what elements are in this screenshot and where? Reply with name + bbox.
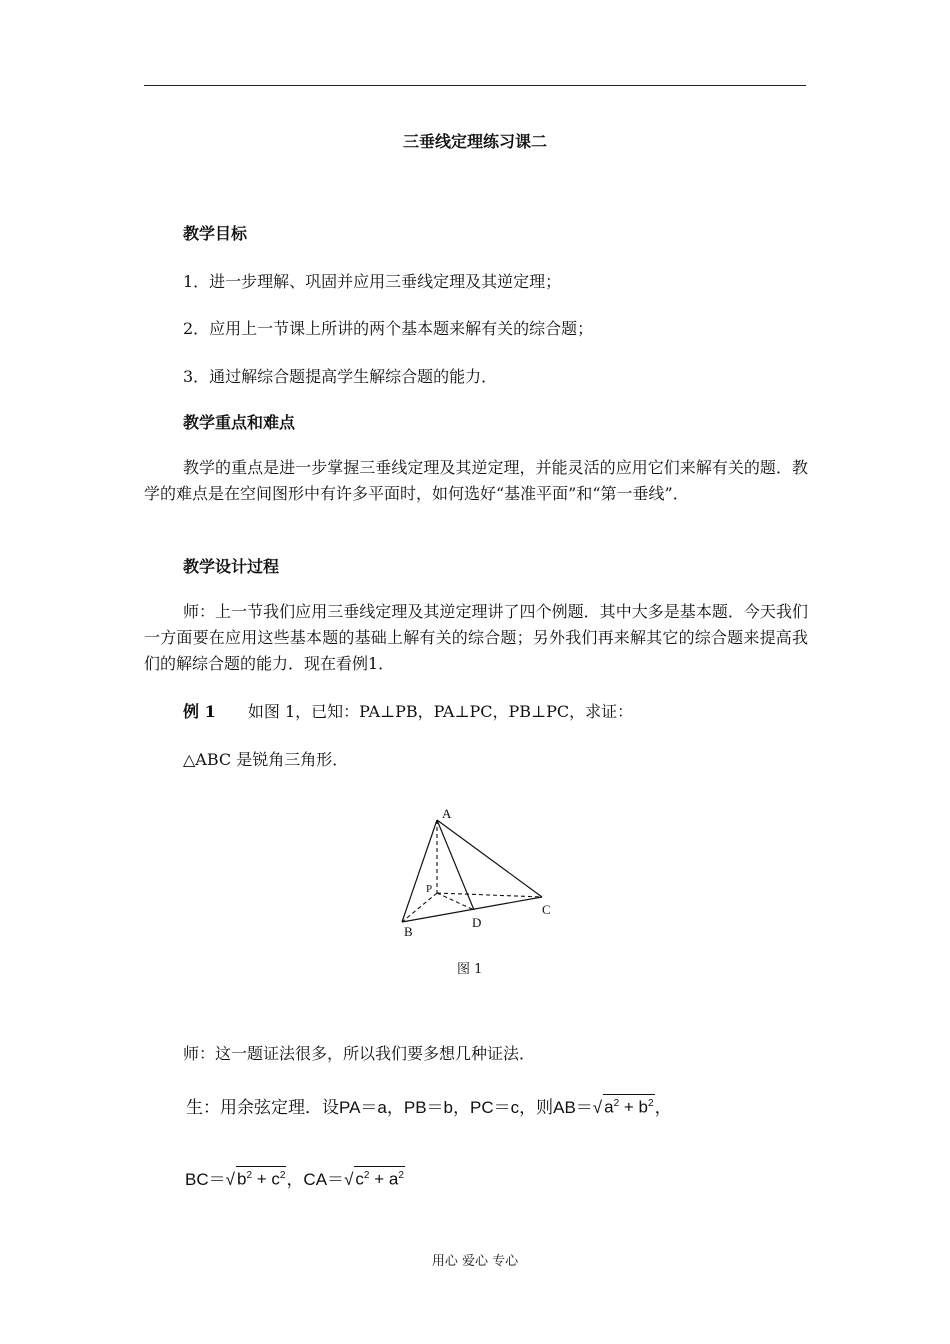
student-line: 生：用余弦定理．设PA＝a，PB＝b，PC＝c，则AB＝√ $a^2 + b^2$，	[186, 1093, 672, 1118]
focus-paragraph: 教学的重点是进一步掌握三垂线定理及其逆定理，并能灵活的应用它们来解有关的题．教学的难点是在空间图形中有许多平面时，如何选好“基准平面”和“第一垂线”．	[144, 458, 808, 503]
formula-line: BC＝√ $b^2 + c^2$，CA＝√ $c^2 + a^2$	[185, 1165, 405, 1190]
point-label-C: C	[542, 902, 551, 917]
point-label-P: P	[426, 883, 433, 895]
goal-item: 1．进一步理解、巩固并应用三垂线定理及其逆定理；	[183, 272, 562, 291]
goal-item: 3．通过解综合题提高学生解综合题的能力．	[183, 367, 498, 386]
teacher-line: 师：这一题证法很多，所以我们要多想几种证法．	[183, 1044, 536, 1063]
student-prefix: 生：用余弦定理．设PA＝a，PB＝b，PC＝c，则AB＝	[186, 1098, 593, 1117]
page-footer: 用心 爱心 专心	[431, 1254, 519, 1269]
figure-caption: 图 1	[457, 962, 483, 977]
point-label-B: B	[404, 924, 413, 939]
sqrt-ab: $a^2 + b^2$	[603, 1094, 654, 1117]
point-label-D: D	[472, 915, 482, 930]
process-heading: 教学设计过程	[183, 557, 280, 576]
edge-AB	[402, 820, 437, 922]
point-label-A: A	[442, 806, 452, 821]
header-rule	[144, 85, 806, 86]
example-conclusion: △ABC 是锐角三角形．	[183, 750, 349, 769]
figure-1-tetrahedron	[390, 800, 570, 950]
goals-heading: 教学目标	[183, 224, 248, 243]
goal-item: 2．应用上一节课上所讲的两个基本题来解有关的综合题；	[183, 319, 594, 338]
process-paragraph: 师：上一节我们应用三垂线定理及其逆定理讲了四个例题．其中大多是基本题．今天我们一方面要在应用这些基本题的基础上解有关的综合题；另外我们再来解其它的综合题来提高我们的解综合题的能力．现在看例1．	[144, 602, 808, 673]
focus-heading: 教学重点和难点	[183, 413, 296, 432]
example-statement: 如图 1，已知：PA⊥PB，PA⊥PC，PB⊥PC，求证：	[247, 702, 634, 721]
example-line	[183, 699, 633, 722]
page-title: 三垂线定理练习课二	[402, 132, 547, 151]
sqrt-bc: $b^2 + c^2$	[236, 1166, 286, 1189]
sqrt-ca: $c^2 + a^2$	[354, 1166, 404, 1189]
example-label: 例 1	[183, 702, 216, 721]
edge-PC	[437, 893, 542, 897]
